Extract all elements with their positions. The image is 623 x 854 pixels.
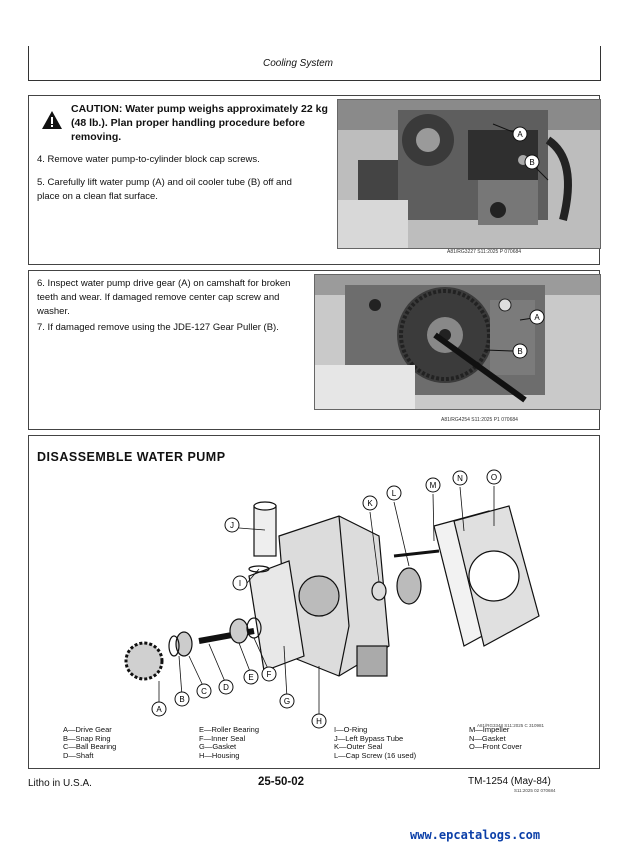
legend-col-1	[63, 726, 116, 760]
photo1-callout-b: B	[529, 158, 535, 167]
legend-col-2	[199, 726, 259, 760]
legend-item: D—Shaft	[63, 750, 94, 760]
page-number: 25-50-02	[258, 776, 305, 788]
photo2-caption: A81/RG4254 S11:2025 P1 070684	[441, 417, 518, 423]
section-title: DISASSEMBLE WATER PUMP	[37, 450, 226, 464]
legend-item: J—Left Bypass Tube	[334, 733, 404, 743]
callout-label-k: K	[367, 499, 373, 508]
header-left-rule	[28, 46, 29, 80]
callout-label-b: B	[179, 695, 185, 704]
disassemble-panel	[28, 435, 600, 769]
legend-item: I—O-Ring	[334, 725, 368, 734]
step-4: 4. Remove water pump-to-cylinder block cap screws.	[37, 154, 260, 165]
header-right-rule	[600, 46, 601, 80]
callout-label-m: M	[429, 481, 437, 490]
gear-photo-illustration	[315, 275, 600, 409]
legend-item: E—Roller Bearing	[199, 725, 260, 734]
legend-col-3	[334, 726, 416, 760]
removal-panel	[28, 95, 600, 265]
warning-icon	[41, 110, 63, 130]
callout-label-i: I	[238, 579, 242, 588]
legend-item: C—Ball Bearing	[63, 742, 117, 751]
callout-label-o: O	[490, 473, 498, 482]
header-line	[28, 80, 601, 81]
legend-item: G—Gasket	[199, 742, 237, 751]
legend-item: L—Cap Screw (16 used)	[334, 750, 417, 760]
photo1-callout-a: A	[517, 130, 523, 139]
legend-col-4	[469, 726, 522, 752]
watermark-link[interactable]: www.epcatalogs.com	[410, 828, 541, 842]
inspection-panel	[28, 270, 600, 430]
callout-label-f: F	[266, 670, 272, 679]
engine-photo-illustration	[338, 100, 600, 248]
legend-item: A—Drive Gear	[63, 725, 112, 734]
legend-item: F—Inner Seal	[199, 733, 246, 743]
step-5: 5. Carefully lift water pump (A) and oil cooler tube (B) off and place on a clean flat surface.	[37, 177, 292, 202]
legend-item: H—Housing	[199, 750, 240, 760]
legend-item: M—Impeller	[469, 725, 510, 734]
legend-item: K—Outer Seal	[334, 742, 383, 751]
callout-label-c: C	[201, 687, 207, 696]
footer-code: S11:2025 02 070684	[514, 788, 556, 793]
callout-label-l: L	[391, 489, 397, 498]
callout-label-a: A	[156, 705, 162, 714]
callout-label-n: N	[457, 474, 463, 483]
drive-gear-photo	[314, 274, 601, 410]
caution-block	[39, 102, 329, 144]
caution-text: CAUTION: Water pump weighs approximately 22 kg (48 lb.). Plan proper handling procedure before removing.	[71, 103, 328, 143]
photo1-caption: A81/RG3227 S11:2025 P 070684	[447, 249, 522, 255]
callout-label-h: H	[316, 717, 322, 726]
step-7: 7. If damaged remove using the JDE-127 Gear Puller (B).	[37, 322, 279, 333]
legend-item: N—Gasket	[469, 733, 506, 743]
legend-item: O—Front Cover	[469, 742, 522, 751]
footer-litho: Litho in U.S.A.	[28, 778, 92, 789]
section-header: Cooling System	[262, 58, 333, 69]
callout-label-j: J	[230, 521, 234, 530]
legend-code: A81/RG3348 S11:2025 C 310981	[477, 723, 544, 728]
step-6: 6. Inspect water pump drive gear (A) on camshaft for broken teeth and wear. If damaged remove center cap screw and washer.	[37, 278, 291, 317]
callout-label-g: G	[283, 697, 291, 706]
water-pump-photo	[337, 99, 601, 249]
callout-label-d: D	[223, 683, 229, 692]
legend-item: B—Snap Ring	[63, 733, 111, 743]
photo2-callout-a: A	[534, 313, 540, 322]
photo2-callout-b: B	[517, 347, 523, 356]
doc-number: TM-1254 (May-84)	[468, 776, 551, 787]
callout-label-e: E	[248, 673, 254, 682]
